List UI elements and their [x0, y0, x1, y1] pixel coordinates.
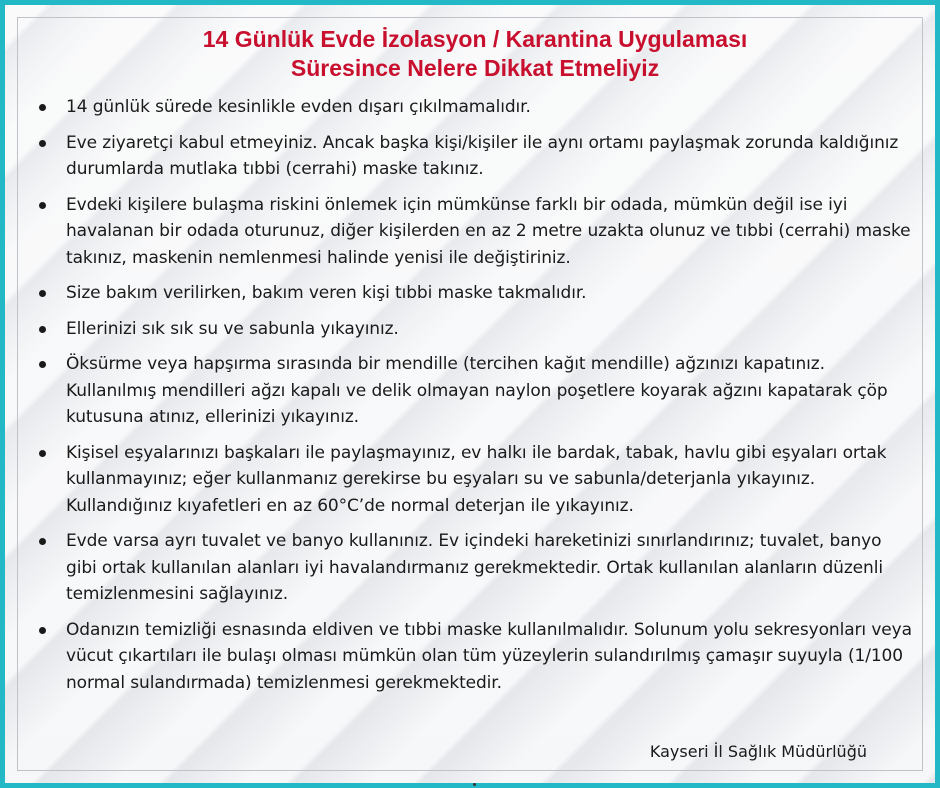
list-item: Odanızın temizliği esnasında eldiven ve tıbbi maske kullanılmalıdır. Solunum yolu sekresyonları veya vücut çıkartıları ile bulaşı olması mümkün olan tüm yüzeylerin sulandırılmış çamaşır suyuyla (1/100 normal sulandırmada) temizlenmesi gerekmektedir.	[35, 617, 917, 697]
list-item: Kişisel eşyalarınızı başkaları ile paylaşmayınız, ev halkı ile bardak, tabak, havlu gibi eşyaları ortak kullanmayınız; eğer kullanmanız gerekirse bu eşyaları su ve sabunla/deterjanla yıkayınız. Kullandığınız kıyafetleri en az 60°C’de normal deterjan ile yıkayınız.	[35, 440, 917, 520]
list-item: Evde varsa ayrı tuvalet ve banyo kullanınız. Ev içindeki hareketinizi sınırlandırınız; tuvalet, banyo gibi ortak kullanılan alanları iyi havalandırmanız gerekmektedir. Ortak kullanılan alanların düzenli temizlenmesini sağlayınız.	[35, 528, 917, 608]
list-item: Ellerinizi sık sık su ve sabunla yıkayınız.	[35, 316, 917, 343]
list-item: Size bakım verilirken, bakım veren kişi tıbbi maske takmalıdır.	[35, 280, 917, 307]
document-title	[5, 25, 940, 83]
guideline-list	[35, 94, 917, 705]
title-line-2: Süresince Nelere Dikkat Etmeliyiz	[290, 55, 660, 81]
list-item: 14 günlük sürede kesinlikle evden dışarı çıkılmamalıdır.	[35, 94, 917, 121]
list-item: Öksürme veya hapşırma sırasında bir mendille (tercihen kağıt mendille) ağzınızı kapatınız. Kullanılmış mendilleri ağzı kapalı ve delik olmayan naylon poşetlere koyarak ağzını kapatarak çöp kutusuna atınız, ellerinizi yıkayınız.	[35, 351, 917, 431]
title-line-1: 14 Günlük Evde İzolasyon / Karantina Uygulaması	[202, 26, 748, 52]
list-item: Evdeki kişilere bulaşma riskini önlemek için mümkünse farklı bir odada, mümkün değil ise iyi havalanan bir odada oturunuz, diğer kişilerden en az 2 metre uzakta olunuz ve tıbbi (cerrahi) maske takınız, maskenin nemlenmesi halinde yenisi ile değiştiriniz.	[35, 192, 917, 272]
signature: Kayseri İl Sağlık Müdürlüğü	[649, 742, 867, 761]
list-item: Eve ziyaretçi kabul etmeyiniz. Ancak başka kişi/kişiler ile aynı ortamı paylaşmak zorunda kaldığınız durumlarda mutlaka tıbbi (cerrahi) maske takınız.	[35, 130, 917, 183]
decorative-dot	[473, 783, 476, 786]
